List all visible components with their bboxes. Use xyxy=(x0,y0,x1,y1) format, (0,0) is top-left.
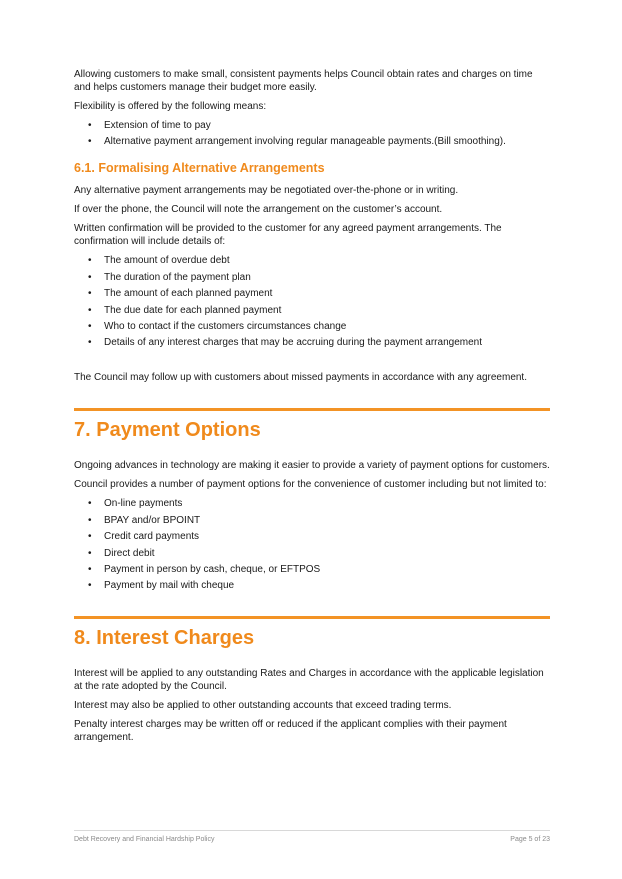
section-6-1-paragraph-4: The Council may follow up with customers about missed payments in accordance with any agreement. xyxy=(74,372,527,384)
section-8-paragraph-2: Interest may also be applied to other outstanding accounts that exceed trading terms. xyxy=(74,700,452,712)
list-item: • The duration of the payment plan xyxy=(104,271,550,284)
section-divider xyxy=(74,408,550,411)
section-8-paragraph-1: Interest will be applied to any outstanding Rates and Charges in accordance with the applicable legislation at the rate adopted by the Council. xyxy=(74,668,544,693)
list-item: • Payment in person by cash, cheque, or EFTPOS xyxy=(104,563,550,576)
list-item: • The amount of each planned payment xyxy=(104,287,550,300)
list-item: • Credit card payments xyxy=(104,530,550,543)
intro-paragraph-1: Allowing customers to make small, consistent payments helps Council obtain rates and charges on time and helps customers manage their budget more easily. xyxy=(74,69,533,93)
list-item: • Extension of time to pay xyxy=(104,119,550,132)
intro-paragraph-2: Flexibility is offered by the following means: xyxy=(74,101,267,112)
section-6-1-paragraph-2: If over the phone, the Council will note the arrangement on the customer’s account. xyxy=(74,204,443,216)
list-item: • Details of any interest charges that may be accruing during the payment arrangement xyxy=(104,336,550,349)
list-item: • Direct debit xyxy=(104,547,550,560)
section-7-paragraph-2: Council provides a number of payment options for the convenience of customer including but not limited to: xyxy=(74,479,547,491)
list-item: • Who to contact if the customers circumstances change xyxy=(104,320,550,333)
list-item: • The amount of overdue debt xyxy=(104,254,550,267)
footer-document-title: Debt Recovery and Financial Hardship Policy xyxy=(74,836,215,843)
list-item: • Alternative payment arrangement involving regular manageable payments.(Bill smoothing). xyxy=(104,135,550,148)
confirmation-details-list xyxy=(74,254,550,349)
list-item: • On-line payments xyxy=(104,497,550,510)
section-8-heading: 8. Interest Charges xyxy=(74,627,255,650)
section-7-paragraph-1: Ongoing advances in technology are making it easier to provide a variety of payment options for customers. xyxy=(74,460,550,472)
list-item: • Payment by mail with cheque xyxy=(104,579,550,592)
payment-options-list xyxy=(74,497,550,592)
section-7-heading: 7. Payment Options xyxy=(74,419,261,442)
list-item: • The due date for each planned payment xyxy=(104,304,550,317)
section-6-1-paragraph-3: Written confirmation will be provided to the customer for any agreed payment arrangements. The confirmation will include details of: xyxy=(74,223,502,248)
list-item: • BPAY and/or BPOINT xyxy=(104,514,550,527)
section-6-1-heading: 6.1. Formalising Alternative Arrangements xyxy=(74,161,325,176)
footer-page-number: Page 5 of 23 xyxy=(510,836,550,843)
page-footer xyxy=(74,830,550,843)
section-divider xyxy=(74,616,550,619)
page-content xyxy=(74,68,550,750)
section-6-1-paragraph-1: Any alternative payment arrangements may be negotiated over-the-phone or in writing. xyxy=(74,185,459,197)
flexibility-list xyxy=(74,119,550,148)
section-8-paragraph-3: Penalty interest charges may be written off or reduced if the applicant complies with their payment arrangement. xyxy=(74,719,507,744)
